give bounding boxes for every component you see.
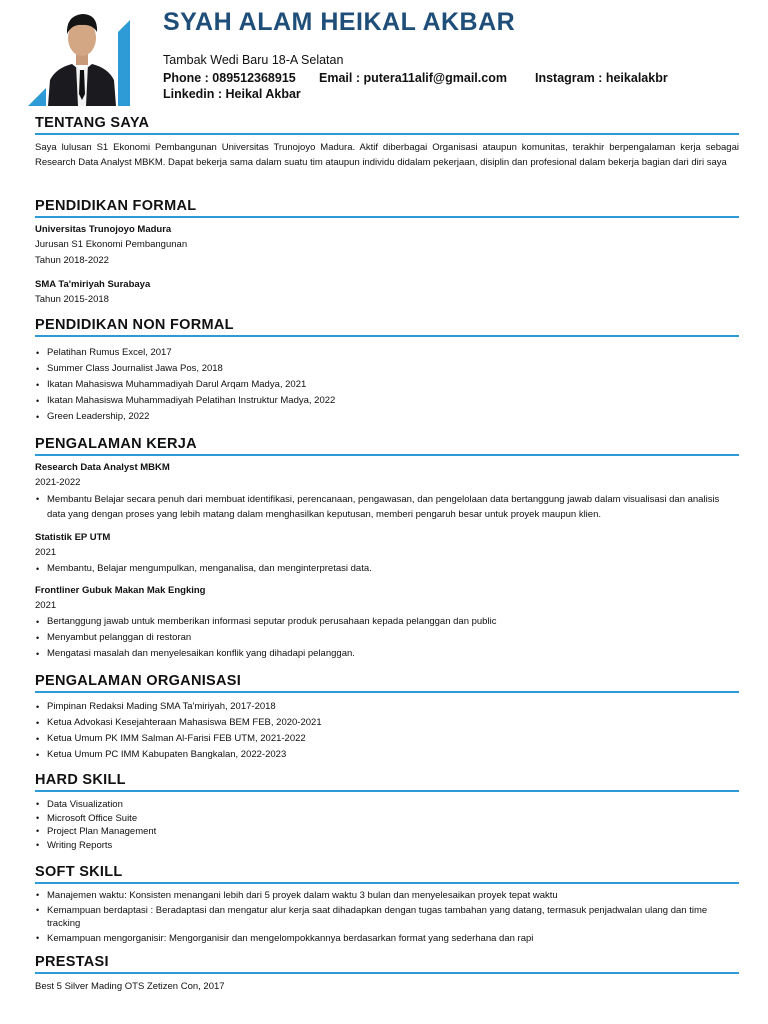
list-item: • Membantu Belajar secara penuh dari membuat identifikasi, perencanaan, pengawasan, dan pengelolaan data bertanggung jawab dalam visualisasi dan analisis data yang dengan proses yang lebih matang dalam menghasilkan keputusan, memberi pengaruh besar untuk proyek maupun klien. (35, 492, 739, 522)
section-work-experience (35, 435, 739, 662)
section-formal-education (35, 197, 739, 307)
about-text: Saya lulusan S1 Ekonomi Pembangunan Universitas Trunojoyo Madura. Aktif diberbagai Organisasi ataupun komunitas, terakhir berpengalaman kerja sebagai Research Data Analyst MBKM. Dapat bekerja sama dalam suatu tim ataupun individu didalam pekerjaan, disiplin dan profesional dalam bekerja bagian dari diri saya (35, 142, 739, 168)
section-title: PENDIDIKAN NON FORMAL (35, 317, 234, 333)
person-silhouette-icon (46, 2, 118, 106)
instagram: Instagram : heikalakbr (535, 71, 668, 85)
job-year: 2021 (35, 547, 57, 558)
list-item: • Ketua Umum PK IMM Salman Al-Farisi FEB UTM, 2021-2022 (35, 731, 739, 747)
job-role: Statistik EP UTM (35, 532, 111, 543)
section-divider (35, 790, 739, 792)
phone: Phone : 089512368915 (163, 71, 296, 85)
organization-list (35, 699, 739, 763)
job-duties (35, 492, 739, 522)
job-duties (35, 614, 739, 662)
section-soft-skill (35, 863, 739, 945)
job-year: 2021-2022 (35, 477, 81, 488)
section-organization (35, 672, 739, 763)
list-item: • Microsoft Office Suite (35, 812, 739, 826)
list-item: • Ketua Advokasi Kesejahteraan Mahasiswa BEM FEB, 2020-2021 (35, 715, 739, 731)
job-duties (35, 561, 739, 577)
section-title: PENDIDIKAN FORMAL (35, 198, 197, 214)
list-item: • Kemampuan mengorganisir: Mengorganisir dan mengelompokkannya berdasarkan format yang sederhana dan rapi (35, 932, 739, 945)
section-title: SOFT SKILL (35, 864, 123, 880)
profile-photo-frame (28, 2, 146, 106)
linkedin: Linkedin : Heikal Akbar (163, 87, 301, 101)
list-item: • Ikatan Mahasiswa Muhammadiyah Pelatihan Instruktur Madya, 2022 (35, 393, 739, 409)
job-role: Frontliner Gubuk Makan Mak Engking (35, 585, 206, 596)
nonformal-list (35, 345, 739, 425)
list-item: • Pelatihan Rumus Excel, 2017 (35, 345, 739, 361)
section-about (35, 114, 739, 170)
education-detail: Tahun 2018-2022 (35, 255, 109, 266)
work-entry (35, 530, 739, 577)
resume-name: SYAH ALAM HEIKAL AKBAR (163, 8, 516, 36)
section-divider (35, 216, 739, 218)
profile-photo (46, 2, 118, 106)
section-title: HARD SKILL (35, 772, 126, 788)
job-year: 2021 (35, 600, 57, 611)
job-role: Research Data Analyst MBKM (35, 462, 170, 473)
list-item: • Data Visualization (35, 798, 739, 812)
list-item: • Green Leadership, 2022 (35, 409, 739, 425)
section-awards (35, 953, 739, 994)
section-divider (35, 133, 739, 135)
soft-skill-list (35, 889, 739, 945)
institution-name: Universitas Trunojoyo Madura (35, 224, 172, 235)
education-entry (35, 222, 739, 268)
section-title: TENTANG SAYA (35, 115, 150, 131)
list-item: • Writing Reports (35, 839, 739, 853)
section-divider (35, 882, 739, 884)
section-divider (35, 691, 739, 693)
work-entry (35, 460, 739, 522)
award-text: Best 5 Silver Mading OTS Zetizen Con, 2017 (35, 981, 225, 992)
section-title: PENGALAMAN ORGANISASI (35, 673, 242, 689)
institution-name: SMA Ta'miriyah Surabaya (35, 279, 151, 290)
list-item: • Menyambut pelanggan di restoran (35, 630, 739, 646)
list-item: • Ketua Umum PC IMM Kabupaten Bangkalan, 2022-2023 (35, 747, 739, 763)
list-item: • Project Plan Management (35, 825, 739, 839)
list-item: • Summer Class Journalist Jawa Pos, 2018 (35, 361, 739, 377)
section-divider (35, 454, 739, 456)
list-item: • Pimpinan Redaksi Mading SMA Ta'miriyah, 2017-2018 (35, 699, 739, 715)
section-nonformal-education (35, 316, 739, 425)
education-entry (35, 277, 739, 307)
section-title: PRESTASI (35, 954, 109, 970)
list-item: • Mengatasi masalah dan menyelesaikan konflik yang dihadapi pelanggan. (35, 646, 739, 662)
section-hard-skill (35, 771, 739, 852)
education-detail: Tahun 2015-2018 (35, 294, 109, 305)
work-entry (35, 583, 739, 662)
list-item: • Kemampuan berdaptasi : Beradaptasi dan mengatur alur kerja saat dihadapkan dengan tugas tambahan yang datang, termasuk penjadwalan ulang dan time tracking (35, 904, 739, 930)
section-title: PENGALAMAN KERJA (35, 436, 197, 452)
hard-skill-list (35, 798, 739, 852)
list-item: • Membantu, Belajar mengumpulkan, menganalisa, dan menginterpretasi data. (35, 561, 739, 577)
address: Tambak Wedi Baru 18-A Selatan (163, 53, 344, 67)
section-divider (35, 335, 739, 337)
list-item: • Ikatan Mahasiswa Muhammadiyah Darul Arqam Madya, 2021 (35, 377, 739, 393)
section-divider (35, 972, 739, 974)
resume-header (0, 0, 768, 110)
email: Email : putera11alif@gmail.com (319, 71, 507, 85)
list-item: • Bertanggung jawab untuk memberikan informasi seputar produk perusahaan kepada pelanggan dan public (35, 614, 739, 630)
list-item: • Manajemen waktu: Konsisten menangani lebih dari 5 proyek dalam waktu 3 bulan dan menyelesaikan proyek tepat waktu (35, 889, 739, 902)
education-detail: Jurusan S1 Ekonomi Pembangunan (35, 239, 188, 250)
